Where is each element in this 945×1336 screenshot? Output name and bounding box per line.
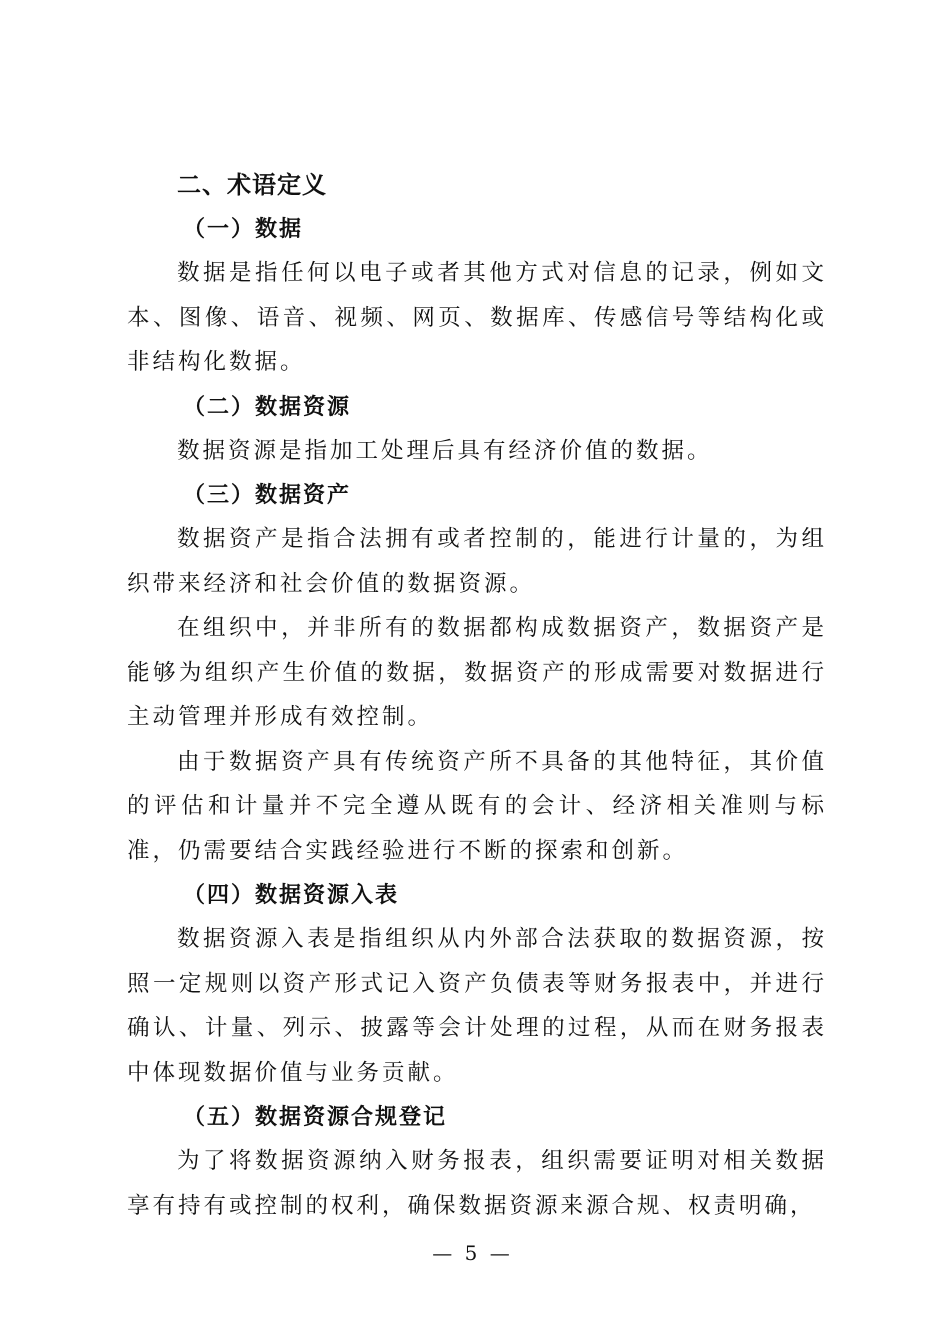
subsection-title-data-resource-recognition: （四）数据资源入表 bbox=[183, 882, 400, 908]
paragraph-data-asset-definition: 数据资产是指合法拥有或者控制的，能进行计量的，为组织带来经济和社会价值的数据资源。 bbox=[127, 526, 827, 597]
paragraph-data-asset-valuation: 由于数据资产具有传统资产所不具备的其他特征，其价值的评估和计量并不完全遵从既有的会计、经济相关准则与标准，仍需要结合实践经验进行不断的探索和创新。 bbox=[127, 748, 827, 864]
section-heading: 二、术语定义 bbox=[177, 171, 327, 199]
paragraph-data-asset-scope: 在组织中，并非所有的数据都构成数据资产，数据资产是能够为组织产生价值的数据，数据资产的形成需要对数据进行主动管理并形成有效控制。 bbox=[127, 615, 827, 730]
subsection-title-data-asset: （三）数据资产 bbox=[183, 482, 352, 508]
document-body bbox=[127, 163, 827, 1228]
paragraph-compliance-registration: 为了将数据资源纳入财务报表，组织需要证明对相关数据享有持有或控制的权利，确保数据资源来源合规、权责明确， bbox=[127, 1148, 827, 1219]
subsection-title-data-resource: （二）数据资源 bbox=[183, 393, 352, 420]
page-number: — 5 — bbox=[432, 1241, 513, 1265]
paragraph-data-resource-definition: 数据资源是指加工处理后具有经济价值的数据。 bbox=[177, 437, 713, 464]
subsection-title-compliance-registration: （五）数据资源合规登记 bbox=[183, 1104, 448, 1130]
subsection-title-data: （一）数据 bbox=[183, 216, 304, 242]
paragraph-data-resource-recognition: 数据资源入表是指组织从内外部合法获取的数据资源，按照一定规则以资产形式记入资产负债表等财务报表中，并进行确认、计量、列示、披露等会计处理的过程，从而在财务报表中体现数据价值与业务贡献。 bbox=[127, 926, 827, 1086]
paragraph-data-definition: 数据是指任何以电子或者其他方式对信息的记录，例如文本、图像、语音、视频、网页、数据库、传感信号等结构化或非结构化数据。 bbox=[127, 260, 827, 375]
